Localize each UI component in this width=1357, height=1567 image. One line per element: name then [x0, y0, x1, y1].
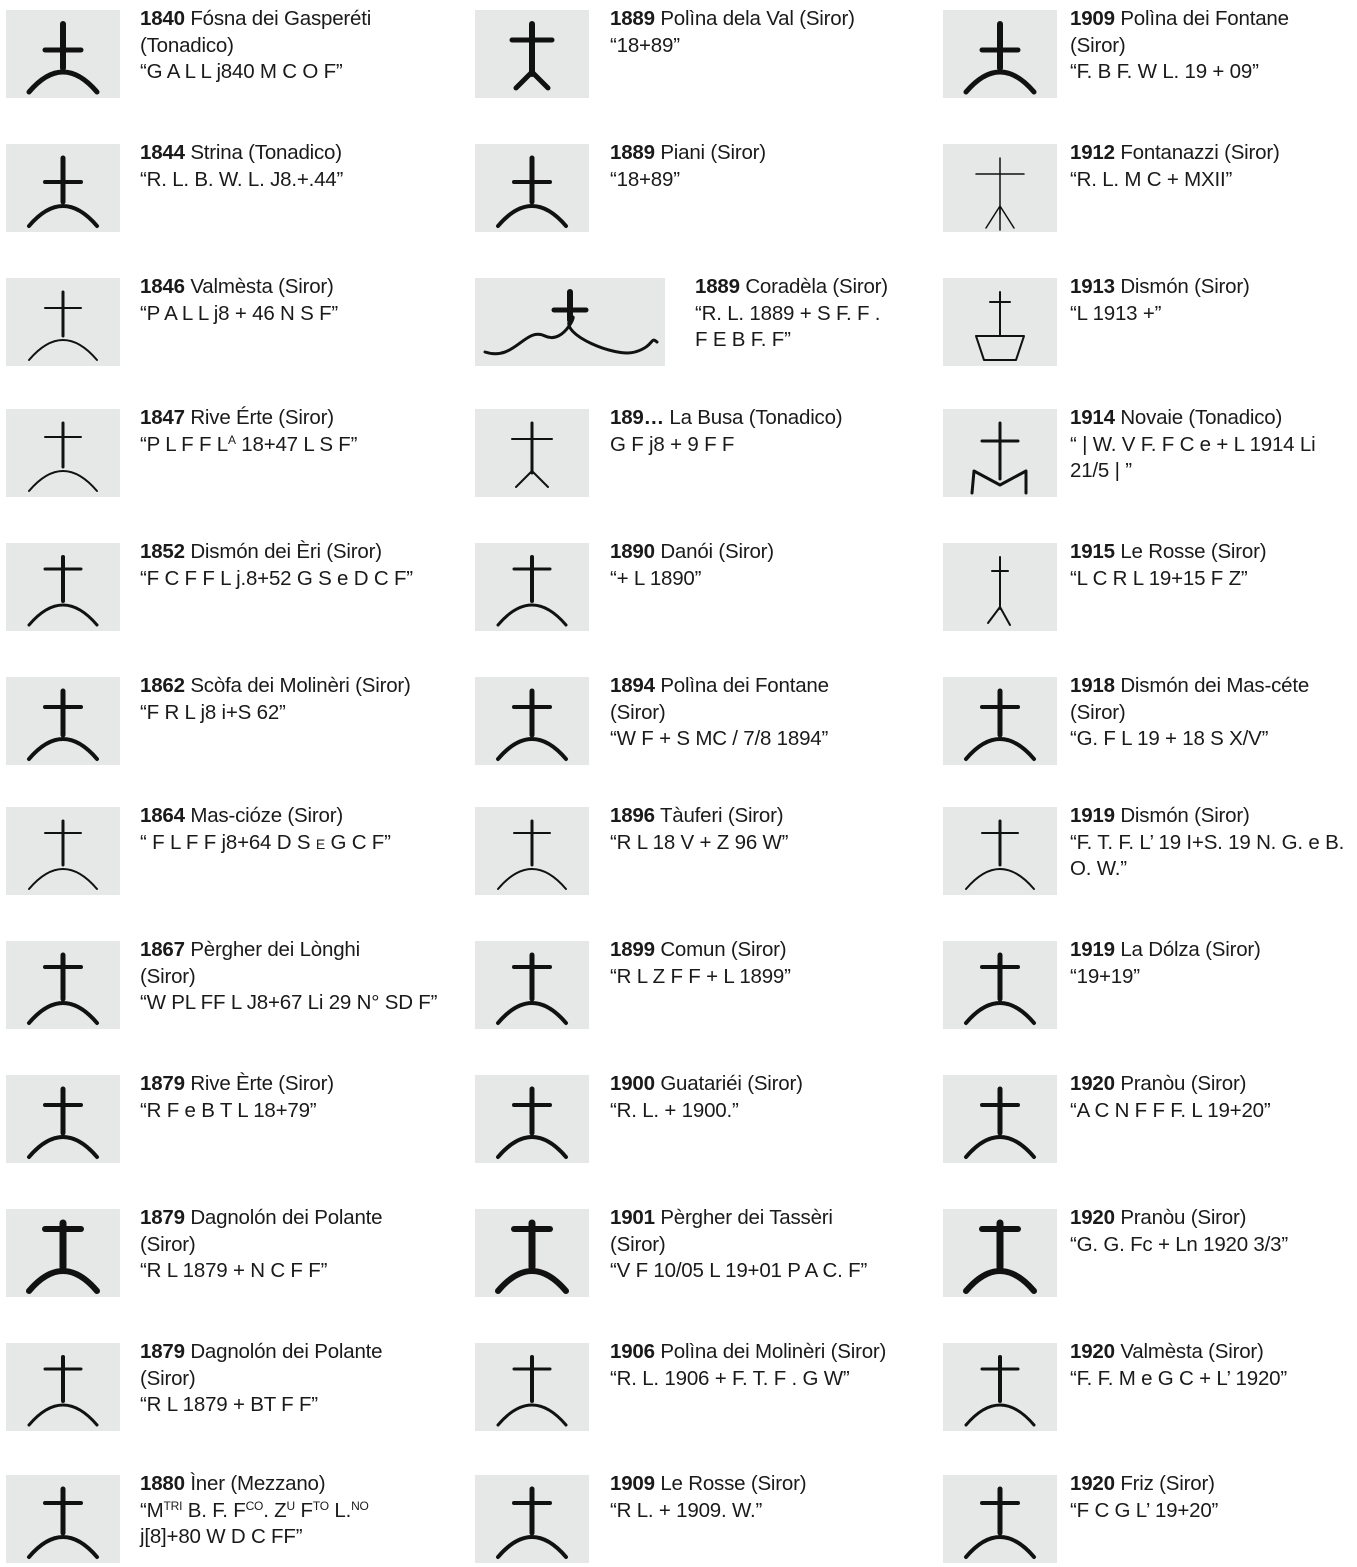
cross-with-arc-icon: [475, 1075, 589, 1163]
entry-heading: [1070, 140, 1353, 167]
inscription-superscript: U: [286, 1498, 295, 1513]
entry-caption: [1070, 1205, 1353, 1258]
entry-inscription-line-2: F E B F. F”: [695, 328, 791, 351]
inscription-text: “R. L. + 1900.”: [610, 1098, 739, 1122]
entry-inscription: [1070, 1232, 1353, 1259]
inscription-text: F: [294, 1498, 313, 1522]
cross-with-arc-icon: [475, 1475, 589, 1563]
inscription-text: G C F”: [324, 830, 391, 854]
cross-with-arc-icon: [943, 409, 1057, 497]
entry-year: 1844: [140, 141, 185, 164]
entry-inscription: [610, 1498, 930, 1525]
entry-heading: [140, 6, 460, 33]
entry-place: Rive Érte (Siror): [190, 406, 334, 429]
entry-heading: [140, 1339, 460, 1366]
entry-year: 1899: [610, 938, 655, 961]
entry-inscription: [140, 990, 460, 1017]
entry-caption: [1070, 6, 1353, 86]
entry-year: 1912: [1070, 141, 1115, 164]
entry-inscription: [1070, 301, 1353, 328]
entry-heading: [1070, 673, 1353, 700]
cross-with-arc-icon: [6, 543, 120, 631]
entry-inscription: [140, 59, 460, 86]
entry-year: 1889: [610, 7, 655, 30]
inscription-text: “M: [140, 1498, 164, 1522]
inscription-text: “V F 10/05 L 19+01 P A C. F”: [610, 1259, 868, 1282]
entry-caption: [140, 405, 460, 458]
cross-with-arc-icon: [475, 807, 589, 895]
inscription-text: “F. T. F. L’ 19 I+S. 19 N. G. e B.: [1070, 830, 1345, 854]
entry-inscription: [610, 167, 930, 194]
entry-caption: [610, 1205, 930, 1285]
entry-heading: [1070, 1205, 1353, 1232]
cross-with-arc-icon: [6, 10, 120, 98]
inscription-text: “ | W. V F. F C e + L 1914 Li: [1070, 432, 1316, 456]
inscription-text: “P L F F L: [140, 432, 228, 456]
entry-year: 1920: [1070, 1340, 1115, 1363]
entry-year: 1906: [610, 1340, 655, 1363]
entry-caption: [140, 274, 460, 327]
entry-heading: [140, 1071, 460, 1098]
entry-caption: [140, 803, 460, 857]
entry-place: Dismón dei Mas-céte: [1120, 674, 1310, 697]
entry-inscription: [610, 432, 930, 459]
entry-year: 1901: [610, 1206, 655, 1229]
inscription-text: “P A L L j8 + 46 N S F”: [140, 301, 339, 325]
entry-place: Tàuferi (Siror): [659, 804, 784, 827]
entry-place: Polìna dei Fontane: [660, 674, 829, 697]
entry-inscription: [1070, 566, 1353, 593]
entry-year: 1846: [140, 275, 185, 298]
entry-heading: [1070, 539, 1353, 566]
entry-inscription: [1070, 1498, 1353, 1525]
entry-place: Polìna dei Molinèri (Siror): [660, 1340, 887, 1363]
entry-place: Novaie (Tonadico): [1120, 406, 1283, 429]
inscription-text: “R L 1879 + BT F F”: [140, 1393, 318, 1416]
inscription-text: “L 1913 +”: [1070, 301, 1162, 325]
cross-with-arc-icon: [475, 677, 589, 765]
entry-place: Dismón (Siror): [1120, 804, 1250, 827]
inscription-text: “R F e B T L 18+79”: [140, 1098, 317, 1122]
inscription-text: “F C F F L j.8+52 G S e D C F”: [140, 566, 413, 590]
entry-place: Polìna dei Fontane: [1120, 7, 1289, 30]
entry-inscription-line-2: 21/5 | ”: [1070, 459, 1132, 482]
entry-caption: [140, 6, 460, 86]
cross-with-arc-icon: [6, 1075, 120, 1163]
entry-heading: [140, 673, 460, 700]
entry-place: Valmèsta (Siror): [1120, 1340, 1264, 1363]
entry-place: Dismón dei Èri (Siror): [190, 540, 382, 563]
entry-heading: [610, 673, 930, 700]
inscription-superscript: A: [228, 432, 236, 447]
entry-caption: [610, 937, 930, 990]
entry-inscription: [140, 1258, 460, 1285]
entry-heading: [1070, 937, 1353, 964]
entry-inscription: [140, 830, 460, 858]
entry-place: Dagnolón dei Polante: [190, 1206, 383, 1229]
entry-inscription: [610, 1098, 930, 1125]
entry-caption: [140, 673, 460, 726]
inscription-superscript: TRI: [163, 1498, 183, 1513]
inscription-text: “G. F L 19 + 18 S X/V”: [1070, 727, 1269, 750]
entry-year: 1894: [610, 674, 655, 697]
inscription-text: “19+19”: [1070, 964, 1140, 988]
cross-on-tripod-icon: [943, 144, 1057, 232]
inscription-text: “18+89”: [610, 33, 680, 57]
entry-year: 1920: [1070, 1472, 1115, 1495]
entry-place: Mas-cióze (Siror): [190, 804, 343, 827]
entry-caption: [140, 1471, 460, 1551]
entry-inscription: [1070, 726, 1353, 753]
inscription-small-caps: E: [315, 835, 325, 852]
entry-heading: [140, 1471, 460, 1498]
cross-with-arc-icon: [6, 941, 120, 1029]
entry-heading: [610, 6, 930, 33]
inscription-text: “F. F. M e G C + L’ 1920”: [1070, 1366, 1287, 1390]
entry-place: Dagnolón dei Polante: [190, 1340, 383, 1363]
entry-year: 1919: [1070, 938, 1115, 961]
entry-caption: [610, 405, 930, 458]
entry-heading: [1070, 274, 1353, 301]
inscription-text: “R. L. 1906 + F. T. F . G W”: [610, 1366, 850, 1390]
inscription-superscript: CO: [245, 1498, 264, 1513]
entry-place: Comun (Siror): [660, 938, 787, 961]
entry-caption: [610, 539, 930, 592]
entry-inscription: [140, 301, 460, 328]
entry-year: 1920: [1070, 1206, 1115, 1229]
inscription-text: “ F L F F j8+64 D S: [140, 830, 316, 854]
entry-heading: [1070, 803, 1353, 830]
entry-inscription: [140, 566, 460, 593]
entry-place: Danói (Siror): [660, 540, 774, 563]
entry-place: Scòfa dei Molinèri (Siror): [190, 674, 411, 697]
entry-year: 1914: [1070, 406, 1115, 429]
entry-heading: [140, 539, 460, 566]
cross-with-arc-icon: [6, 409, 120, 497]
entry-heading: [610, 539, 930, 566]
entry-year: 1919: [1070, 804, 1115, 827]
entry-year: 1915: [1070, 540, 1115, 563]
entry-area: (Siror): [1070, 700, 1126, 724]
inscription-text: L.: [328, 1498, 352, 1522]
entry-inscription: [1070, 432, 1353, 459]
inscription-text: “W PL FF L J8+67 Li 29 N° SD F”: [140, 991, 438, 1014]
cross-with-arc-icon: [6, 1343, 120, 1431]
entry-caption: [140, 1205, 460, 1285]
entry-heading: [1070, 1339, 1353, 1366]
entry-place: Pèrgher dei Lònghi: [190, 938, 360, 961]
entry-caption: [140, 140, 460, 193]
entry-inscription: [1070, 167, 1353, 194]
inscription-text: “R L 1879 + N C F F”: [140, 1259, 328, 1282]
cross-with-arc-icon: [475, 1343, 589, 1431]
entry-year: 1920: [1070, 1072, 1115, 1095]
cross-with-arc-icon: [943, 941, 1057, 1029]
entry-year: 1840: [140, 7, 185, 30]
entry-year: 1879: [140, 1340, 185, 1363]
entry-caption: [1070, 1071, 1353, 1124]
inscription-text: “G A L L j840 M C O F”: [140, 60, 343, 83]
entry-heading: [610, 937, 930, 964]
entry-year: 1862: [140, 674, 185, 697]
entry-inscription: [140, 700, 460, 727]
inscription-text: “R L 18 V + Z 96 W”: [610, 830, 789, 854]
entry-inscription-line-2: j[8]+80 W D C FF”: [140, 1525, 303, 1548]
entry-area: (Siror): [140, 1232, 196, 1256]
entry-inscription: [1070, 830, 1353, 857]
entry-year: 1918: [1070, 674, 1115, 697]
inscription-text: “R L Z F F + L 1899”: [610, 964, 791, 988]
inscription-text: “F R L j8 i+S 62”: [140, 700, 286, 724]
entry-caption: [140, 1339, 460, 1419]
cross-with-arc-icon: [6, 1209, 120, 1297]
entry-place: Pranòu (Siror): [1120, 1206, 1247, 1229]
entry-area: (Siror): [1070, 33, 1126, 57]
cross-with-arc-icon: [943, 1343, 1057, 1431]
entry-year: 1889: [695, 275, 740, 298]
entry-place: Pranòu (Siror): [1120, 1072, 1247, 1095]
entry-heading: [610, 1205, 930, 1232]
entry-caption: [1070, 803, 1353, 883]
inscription-text: “R. L. 1889 + S F. F .: [695, 301, 881, 325]
entry-heading: [1070, 6, 1353, 33]
entry-year: 1879: [140, 1072, 185, 1095]
cross-with-arc-icon: [943, 543, 1057, 631]
inscription-text: “G. G. Fc + Ln 1920 3/3”: [1070, 1232, 1288, 1256]
entry-area: (Siror): [610, 1232, 666, 1256]
entry-place: Fontanazzi (Siror): [1120, 141, 1280, 164]
inscription-text: “F. B F. W L. 19 + 09”: [1070, 60, 1259, 83]
cross-with-arc-icon: [943, 1475, 1057, 1563]
entry-caption: [1070, 937, 1353, 990]
entry-inscription: [1070, 964, 1353, 991]
inscription-text: . Z: [263, 1498, 287, 1522]
entry-year: 1867: [140, 938, 185, 961]
entry-caption: [140, 1071, 460, 1124]
entry-heading: [610, 140, 930, 167]
entry-year: 1900: [610, 1072, 655, 1095]
entry-area: (Siror): [140, 964, 196, 988]
entry-area: (Tonadico): [140, 33, 234, 57]
entry-caption: [1070, 1339, 1353, 1392]
entry-heading: [1070, 405, 1353, 432]
cross-with-arc-icon: [943, 807, 1057, 895]
entry-heading: [140, 937, 460, 964]
cross-on-bowl-icon: [943, 278, 1057, 366]
entry-heading: [140, 405, 460, 432]
cross-with-arc-icon: [6, 144, 120, 232]
inscription-text: “A C N F F F. L 19+20”: [1070, 1098, 1271, 1122]
entry-year: 1889: [610, 141, 655, 164]
entry-inscription: [610, 1366, 930, 1393]
entry-heading: [610, 1071, 930, 1098]
entry-inscription: [140, 167, 460, 194]
entry-place: Coradèla (Siror): [745, 275, 888, 298]
entry-place: Polìna dela Val (Siror): [660, 7, 855, 30]
entry-place: Fósna dei Gasperéti: [190, 7, 372, 30]
entry-caption: [1070, 673, 1353, 753]
entry-place: Strina (Tonadico): [190, 141, 342, 164]
entry-caption: [1070, 1471, 1353, 1524]
cross-with-arc-icon: [6, 1475, 120, 1563]
entry-place: Le Rosse (Siror): [1120, 540, 1267, 563]
inscription-text: “R. L. M C + MXII”: [1070, 167, 1233, 191]
entry-caption: [1070, 140, 1353, 193]
cross-with-arc-icon: [475, 543, 589, 631]
entry-year: 1864: [140, 804, 185, 827]
cross-with-arc-icon: [943, 677, 1057, 765]
entry-year: 1909: [610, 1472, 655, 1495]
entry-place: La Busa (Tonadico): [669, 406, 843, 429]
entry-heading: [1070, 1471, 1353, 1498]
entry-inscription: [610, 964, 930, 991]
entry-heading: [610, 1471, 930, 1498]
cross-with-arc-icon: [943, 1209, 1057, 1297]
cross-on-wave-icon: [475, 278, 665, 366]
entry-inscription: [140, 1098, 460, 1125]
entry-year: 189…: [610, 406, 664, 429]
entry-place: La Dólza (Siror): [1120, 938, 1261, 961]
entry-caption: [140, 539, 460, 592]
inscription-text: “W F + S MC / 7/8 1894”: [610, 727, 829, 750]
entry-heading: [140, 803, 460, 830]
entry-inscription-line-2: O. W.”: [1070, 857, 1127, 880]
entry-year: 1852: [140, 540, 185, 563]
inscription-text: “+ L 1890”: [610, 566, 702, 590]
entry-heading: [140, 140, 460, 167]
cross-with-arc-icon: [475, 1209, 589, 1297]
inscription-text: “L C R L 19+15 F Z”: [1070, 566, 1248, 590]
entry-inscription: [140, 1498, 460, 1525]
entry-caption: [610, 6, 930, 59]
entry-heading: [610, 405, 930, 432]
cross-with-arc-icon: [475, 10, 589, 98]
entry-caption: [1070, 405, 1353, 485]
entry-heading: [1070, 1071, 1353, 1098]
entry-area: (Siror): [140, 1366, 196, 1390]
inscription-superscript: TO: [312, 1498, 329, 1513]
inscription-text: “F C G L’ 19+20”: [1070, 1498, 1219, 1522]
entry-place: Valmèsta (Siror): [190, 275, 334, 298]
entry-place: Le Rosse (Siror): [660, 1472, 807, 1495]
cross-with-arc-icon: [943, 10, 1057, 98]
entry-place: Rive Èrte (Siror): [190, 1072, 334, 1095]
inscription-superscript: NO: [351, 1498, 369, 1513]
entry-place: Dismón (Siror): [1120, 275, 1250, 298]
entry-year: 1909: [1070, 7, 1115, 30]
entry-inscription: [610, 566, 930, 593]
entry-inscription: [140, 432, 460, 459]
entry-year: 1896: [610, 804, 655, 827]
entry-caption: [610, 673, 930, 753]
inscription-text: G F j8 + 9 F F: [610, 432, 735, 456]
entry-caption: [610, 1339, 930, 1392]
cross-with-arc-icon: [6, 677, 120, 765]
entry-year: 1880: [140, 1472, 185, 1495]
cross-with-arc-icon: [6, 807, 120, 895]
entry-year: 1913: [1070, 275, 1115, 298]
entry-area: (Siror): [610, 700, 666, 724]
inscription-text: “R L. + 1909. W.”: [610, 1498, 763, 1522]
cross-with-arc-icon: [475, 941, 589, 1029]
entry-inscription: [610, 33, 930, 60]
entry-heading: [140, 1205, 460, 1232]
inscription-text: “R. L. B. W. L. J8.+.44”: [140, 167, 344, 191]
entry-place: Friz (Siror): [1120, 1472, 1215, 1495]
entry-caption: [1070, 539, 1353, 592]
entry-year: 1847: [140, 406, 185, 429]
entry-caption: [610, 1071, 930, 1124]
entry-inscription: [1070, 59, 1353, 86]
entry-place: Pèrgher dei Tassèri: [660, 1206, 833, 1229]
cross-with-arc-icon: [475, 409, 589, 497]
entry-inscription: [1070, 1366, 1353, 1393]
entry-heading: [610, 803, 930, 830]
entry-inscription: [140, 1392, 460, 1419]
entry-year: 1879: [140, 1206, 185, 1229]
entry-inscription: [610, 830, 930, 857]
inscription-text: 18+47 L S F”: [235, 432, 358, 456]
cross-with-arc-icon: [475, 144, 589, 232]
cross-with-arc-icon: [943, 1075, 1057, 1163]
entry-heading: [140, 274, 460, 301]
entry-place: Piani (Siror): [660, 141, 766, 164]
entry-caption: [610, 1471, 930, 1524]
entry-heading: [610, 1339, 930, 1366]
inscription-text: B. F. F: [182, 1498, 246, 1522]
inscription-text: “18+89”: [610, 167, 680, 191]
entry-inscription: [610, 1258, 930, 1285]
entry-place: Guatariéi (Siror): [660, 1072, 803, 1095]
entry-place: Ìner (Mezzano): [190, 1472, 326, 1495]
entry-caption: [1070, 274, 1353, 327]
entry-caption: [140, 937, 460, 1017]
entry-caption: [610, 803, 930, 856]
entry-year: 1890: [610, 540, 655, 563]
entry-caption: [610, 140, 930, 193]
entry-inscription: [1070, 1098, 1353, 1125]
entry-inscription: [610, 726, 930, 753]
cross-with-arc-icon: [6, 278, 120, 366]
